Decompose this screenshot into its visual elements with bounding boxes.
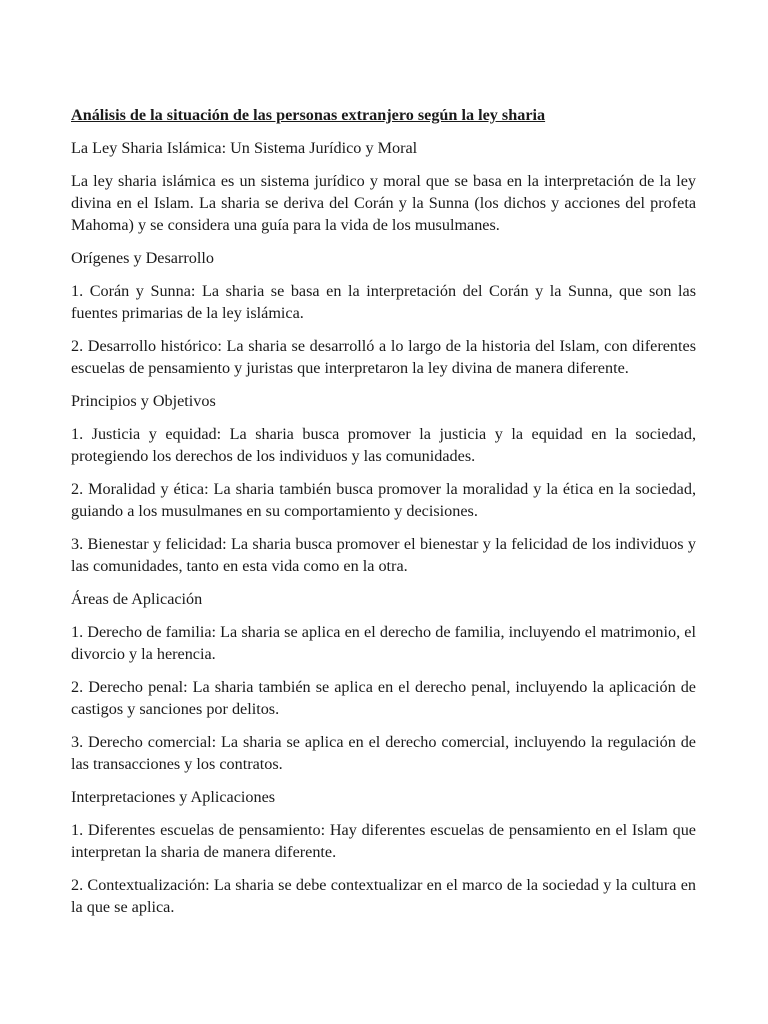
paragraph: 1. Corán y Sunna: La sharia se basa en la interpretación del Corán y la Sunna, que son las fuentes primarias de la ley islámica. xyxy=(71,282,696,322)
paragraph: 2. Contextualización: La sharia se debe contextualizar en el marco de la sociedad y la cultura en la que se aplica. xyxy=(71,876,696,916)
section-heading: La Ley Sharia Islámica: Un Sistema Jurídico y Moral xyxy=(71,139,418,157)
paragraph: 1. Justicia y equidad: La sharia busca promover la justicia y la equidad en la sociedad, protegiendo los derechos de los individuos y las comunidades. xyxy=(71,425,696,465)
paragraph: 1. Derecho de familia: La sharia se aplica en el derecho de familia, incluyendo el matrimonio, el divorcio y la herencia. xyxy=(71,623,696,663)
paragraph: La ley sharia islámica es un sistema jurídico y moral que se basa en la interpretación de la ley divina en el Islam. La sharia se deriva del Corán y la Sunna (los dichos y acciones del profeta Mahoma) y se considera una guía para la vida de los musulmanes. xyxy=(71,172,696,234)
section-heading: Orígenes y Desarrollo xyxy=(71,249,214,267)
paragraph: 2. Moralidad y ética: La sharia también busca promover la moralidad y la ética en la sociedad, guiando a los musulmanes en su comportamiento y decisiones. xyxy=(71,480,696,520)
paragraph: 1. Diferentes escuelas de pensamiento: Hay diferentes escuelas de pensamiento en el Islam que interpretan la sharia de manera diferente. xyxy=(71,821,696,861)
section-heading: Interpretaciones y Aplicaciones xyxy=(71,788,276,806)
document-title: Análisis de la situación de las personas extranjero según la ley sharia xyxy=(71,106,546,124)
paragraph: 2. Desarrollo histórico: La sharia se desarrolló a lo largo de la historia del Islam, con diferentes escuelas de pensamiento y juristas que interpretaron la ley divina de manera diferente. xyxy=(71,337,696,377)
paragraph: 3. Derecho comercial: La sharia se aplica en el derecho comercial, incluyendo la regulación de las transacciones y los contratos. xyxy=(71,733,696,773)
document-body xyxy=(71,137,696,918)
document-page xyxy=(71,104,696,929)
paragraph: 3. Bienestar y felicidad: La sharia busca promover el bienestar y la felicidad de los individuos y las comunidades, tanto en esta vida como en la otra. xyxy=(71,535,696,575)
section-heading: Principios y Objetivos xyxy=(71,392,216,410)
paragraph: 2. Derecho penal: La sharia también se aplica en el derecho penal, incluyendo la aplicación de castigos y sanciones por delitos. xyxy=(71,678,696,718)
section-heading: Áreas de Aplicación xyxy=(71,590,203,608)
